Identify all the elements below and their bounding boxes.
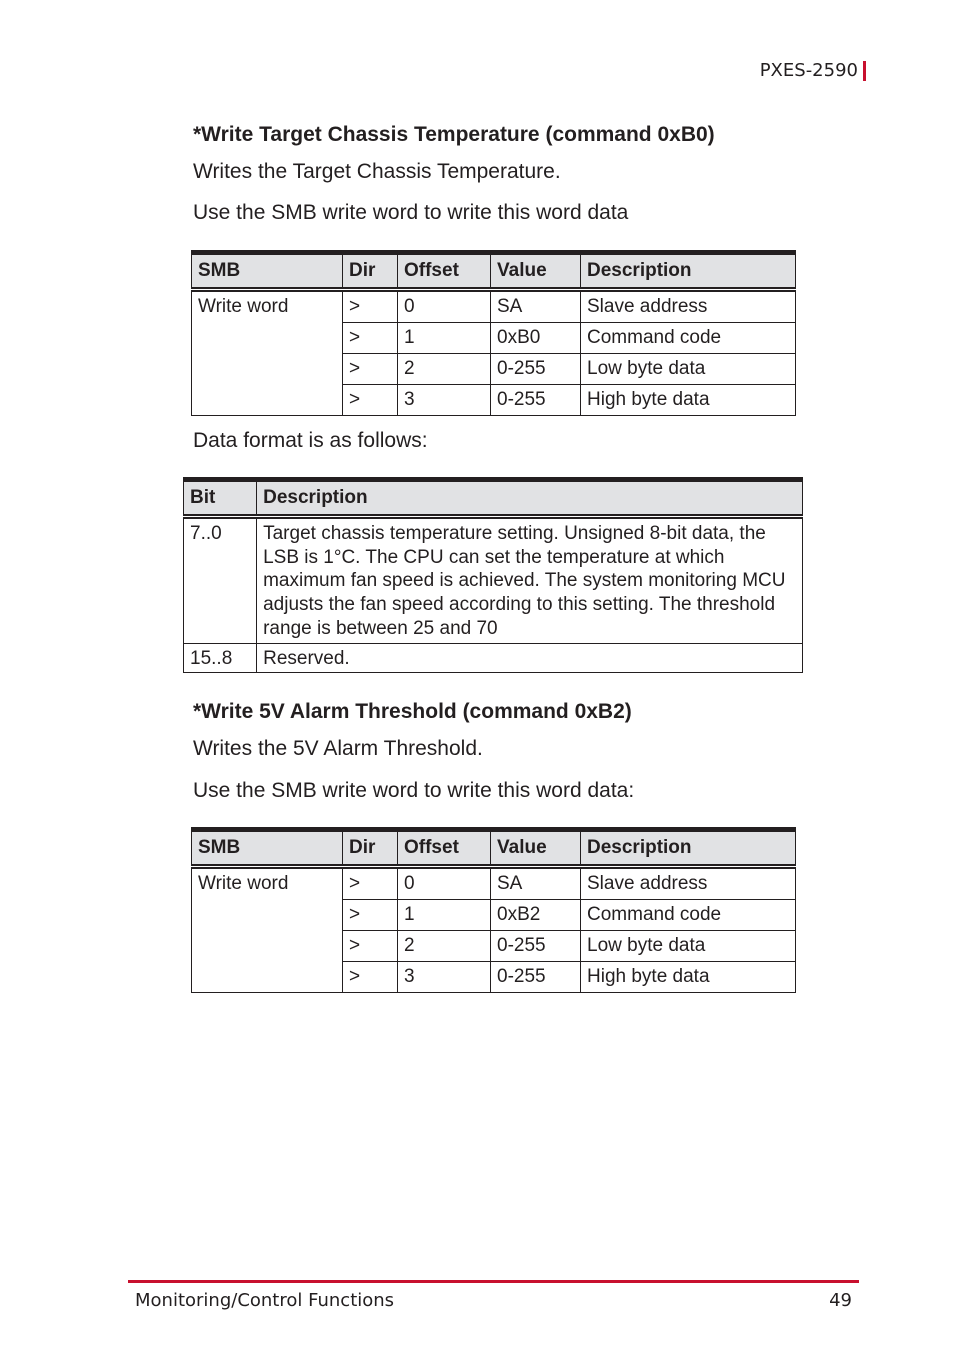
column-header: Description bbox=[581, 831, 796, 866]
value-cell: 0-255 bbox=[491, 930, 581, 961]
offset-cell: 2 bbox=[398, 353, 491, 384]
column-header: Dir bbox=[343, 831, 398, 866]
description-cell: Slave address bbox=[581, 289, 796, 322]
smb-table bbox=[191, 250, 796, 416]
description-cell: High byte data bbox=[581, 384, 796, 415]
column-header: Value bbox=[491, 831, 581, 866]
column-header: Offset bbox=[398, 254, 491, 289]
column-header: Description bbox=[257, 481, 803, 516]
bit-cell: 7..0 bbox=[184, 516, 257, 643]
dir-cell: > bbox=[343, 961, 398, 992]
table-row bbox=[192, 289, 796, 322]
offset-cell: 0 bbox=[398, 866, 491, 899]
page-header bbox=[760, 60, 866, 81]
smb-cell: Write word bbox=[192, 866, 343, 992]
page-number: 49 bbox=[829, 1290, 852, 1311]
value-cell: SA bbox=[491, 289, 581, 322]
section-usage: Use the SMB write word to write this word data: bbox=[193, 778, 635, 802]
offset-cell: 0 bbox=[398, 289, 491, 322]
offset-cell: 3 bbox=[398, 961, 491, 992]
column-header: Description bbox=[581, 254, 796, 289]
value-cell: 0-255 bbox=[491, 353, 581, 384]
format-label: Data format is as follows: bbox=[193, 428, 428, 452]
column-header: Bit bbox=[184, 481, 257, 516]
description-cell: Slave address bbox=[581, 866, 796, 899]
value-cell: SA bbox=[491, 866, 581, 899]
section-title: *Write Target Chassis Temperature (command 0xB0) bbox=[193, 123, 715, 146]
offset-cell: 2 bbox=[398, 930, 491, 961]
table-row bbox=[184, 516, 803, 643]
description-cell: Target chassis temperature setting. Unsigned 8-bit data, the LSB is 1°C. The CPU can set the temperature at which maximum fan speed is achieved. The system monitoring MCU adjusts the fan speed according to this setting. The threshold range is between 25 and 70 bbox=[257, 516, 803, 643]
dir-cell: > bbox=[343, 289, 398, 322]
description-cell: High byte data bbox=[581, 961, 796, 992]
table-row bbox=[192, 866, 796, 899]
dir-cell: > bbox=[343, 930, 398, 961]
column-header: Offset bbox=[398, 831, 491, 866]
offset-cell: 1 bbox=[398, 899, 491, 930]
value-cell: 0-255 bbox=[491, 961, 581, 992]
offset-cell: 1 bbox=[398, 322, 491, 353]
smb-table bbox=[191, 827, 796, 993]
footer-section-title: Monitoring/Control Functions bbox=[135, 1290, 395, 1311]
table-row bbox=[184, 643, 803, 673]
section-description: Writes the 5V Alarm Threshold. bbox=[193, 737, 483, 761]
product-name: PXES-2590 bbox=[759, 60, 858, 81]
header-accent-bar bbox=[863, 61, 866, 81]
dir-cell: > bbox=[343, 899, 398, 930]
description-cell: Low byte data bbox=[581, 353, 796, 384]
page-content bbox=[190, 118, 813, 993]
section-description: Writes the Target Chassis Temperature. bbox=[193, 160, 561, 184]
bit-table bbox=[183, 477, 803, 674]
description-cell: Command code bbox=[581, 899, 796, 930]
column-header: Dir bbox=[343, 254, 398, 289]
footer-rule bbox=[128, 1280, 859, 1283]
section-title: *Write 5V Alarm Threshold (command 0xB2) bbox=[193, 700, 632, 724]
column-header: SMB bbox=[192, 254, 343, 289]
bit-cell: 15..8 bbox=[184, 643, 257, 673]
dir-cell: > bbox=[343, 384, 398, 415]
dir-cell: > bbox=[343, 866, 398, 899]
column-header: SMB bbox=[192, 831, 343, 866]
dir-cell: > bbox=[343, 322, 398, 353]
section-usage: Use the SMB write word to write this word data bbox=[193, 201, 629, 225]
column-header: Value bbox=[491, 254, 581, 289]
value-cell: 0xB2 bbox=[491, 899, 581, 930]
description-cell: Low byte data bbox=[581, 930, 796, 961]
value-cell: 0xB0 bbox=[491, 322, 581, 353]
smb-cell: Write word bbox=[192, 289, 343, 415]
dir-cell: > bbox=[343, 353, 398, 384]
value-cell: 0-255 bbox=[491, 384, 581, 415]
offset-cell: 3 bbox=[398, 384, 491, 415]
description-cell: Command code bbox=[581, 322, 796, 353]
description-cell: Reserved. bbox=[257, 643, 803, 673]
